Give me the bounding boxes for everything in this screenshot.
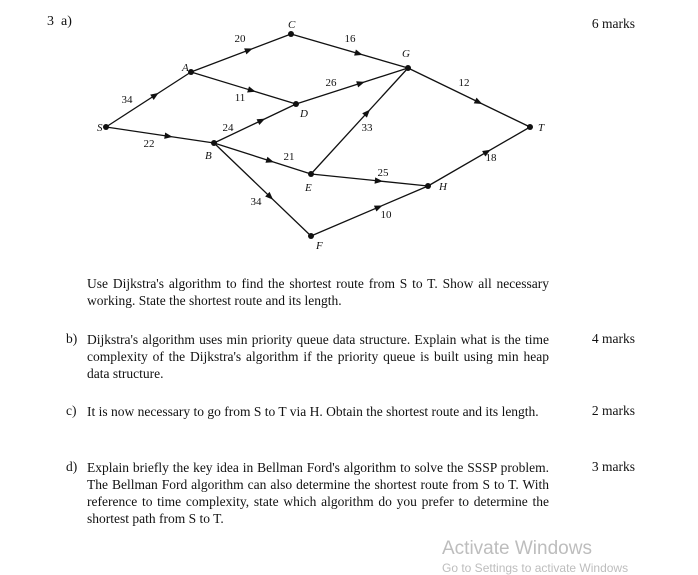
weighted-directed-graph [0, 0, 698, 260]
arrowhead-a-d [247, 86, 256, 92]
part-d-letter: d) [66, 459, 78, 474]
edge-weight-d-g: 26 [325, 77, 337, 89]
arrowhead-b-d [257, 119, 266, 125]
node-label-e: E [305, 182, 312, 194]
node-label-c: C [288, 19, 296, 31]
part-b-text: Dijkstra's algorithm uses min priority queue data structure. Explain what is the time complexity of the Dijkstra's algorithm if the priority queue is built using min heap data structure. [87, 332, 549, 381]
edge-weight-f-h: 10 [380, 209, 392, 221]
node-label-g: G [402, 48, 410, 60]
edge-b-f [214, 143, 311, 236]
arrowhead-c-g [354, 50, 363, 56]
edge-f-h [311, 186, 428, 236]
activation-watermark-title: Activate Windows [442, 538, 592, 559]
edge-h-t [428, 127, 530, 186]
node-label-f: F [316, 240, 323, 252]
node-t [527, 124, 533, 130]
part-d-marks: 3 marks [591, 459, 635, 474]
edge-s-b [106, 127, 214, 143]
node-a [188, 69, 194, 75]
edge-e-h [311, 174, 428, 186]
node-f [308, 233, 314, 239]
node-label-t: T [538, 122, 545, 134]
part-d-text: Explain briefly the key idea in Bellman Ford's algorithm to solve the SSSP problem. The Bellman Ford algorithm can also determine the shortest route from S to T. With reference to time complexity, state which algorithm do you prefer to determine the shortest path from S to T. [87, 460, 549, 526]
arrowhead-b-e [265, 157, 274, 163]
edge-weight-a-d: 11 [234, 92, 246, 104]
edge-weight-s-b: 22 [143, 138, 155, 150]
edge-weight-g-t: 12 [458, 77, 470, 89]
arrowhead-s-a [150, 93, 158, 100]
node-h [425, 183, 431, 189]
part-c-marks: 2 marks [591, 403, 635, 418]
node-c [288, 31, 294, 37]
edge-weight-b-f: 34 [250, 196, 262, 208]
part-c-letter: c) [66, 403, 77, 418]
node-b [211, 140, 217, 146]
part-c-text: It is now necessary to go from S to T via H. Obtain the shortest route and its length. [87, 404, 539, 419]
node-label-b: B [205, 150, 212, 162]
part-b-letter: b) [66, 331, 78, 346]
edge-weight-e-g: 33 [361, 122, 373, 134]
arrowhead-a-c [244, 48, 253, 54]
edge-weight-e-h: 25 [377, 167, 389, 179]
node-d [293, 101, 299, 107]
arrowhead-s-b [164, 133, 172, 139]
node-label-h: H [439, 181, 447, 193]
part-b-marks: 4 marks [591, 331, 635, 346]
node-e [308, 171, 314, 177]
part-a-text: Use Dijkstra's algorithm to find the shortest route from S to T. Show all necessary working. State the shortest route and its length. [87, 276, 549, 308]
edge-weight-s-a: 34 [121, 94, 133, 106]
edge-s-a [106, 72, 191, 127]
edge-weight-c-g: 16 [344, 33, 356, 45]
edge-weight-b-e: 21 [283, 151, 295, 163]
node-s [103, 124, 109, 130]
node-g [405, 65, 411, 71]
node-label-a: A [182, 62, 189, 74]
edge-weight-a-c: 20 [234, 33, 246, 45]
edge-weight-h-t: 18 [485, 152, 497, 164]
edge-weight-b-d: 24 [222, 122, 234, 134]
arrowhead-d-g [356, 81, 365, 87]
node-label-d: D [300, 108, 308, 120]
node-label-s: S [97, 122, 103, 134]
question-number: 3 a) [47, 14, 72, 29]
part-a-marks: 6 marks [591, 16, 635, 31]
activation-watermark-subtitle: Go to Settings to activate Windows [442, 561, 629, 575]
arrowhead-g-t [474, 98, 483, 104]
edge-b-e [214, 143, 311, 174]
